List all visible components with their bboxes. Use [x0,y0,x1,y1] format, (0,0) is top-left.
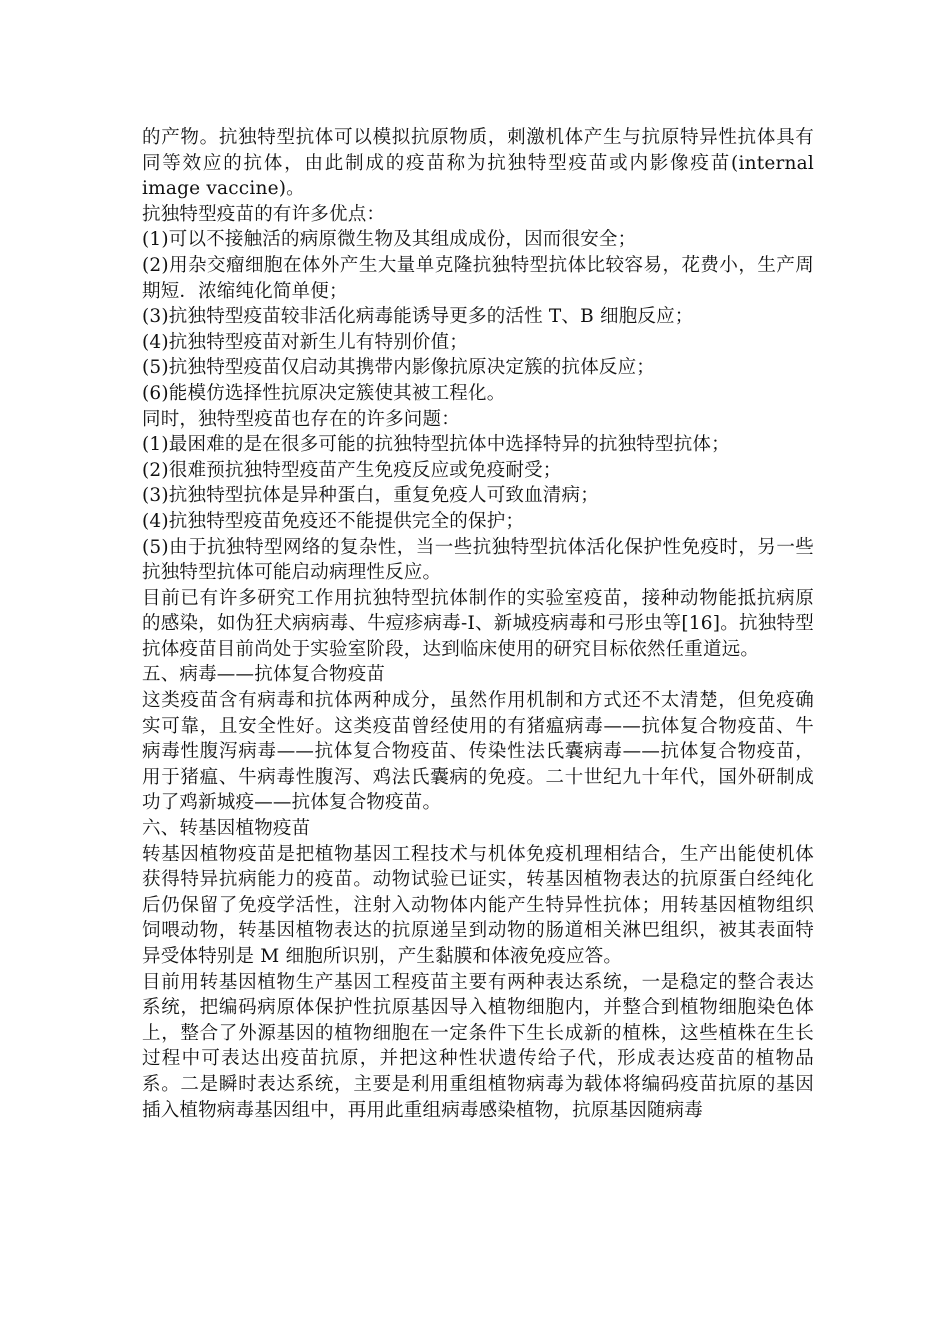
paragraph-advantages-heading: 抗独特型疫苗的有许多优点： [142,203,386,225]
paragraph-problems-heading: 同时，独特型疫苗也存在的许多问题： [142,408,460,430]
list-item-advantage-1: (1)可以不接触活的病原微生物及其组成成份，因而很安全； [142,229,637,251]
paragraph-expression-systems: 目前用转基因植物生产基因工程疫苗主要有两种表达系统，一是稳定的整合表达系统，把编码病原体保护性抗原基因导入植物细胞内，并整合到植物细胞染色体上，整合了外源基因的植物细胞在一定条件下生长成新的植株，这些植株在生长过程中可表达出疫苗抗原，并把这种性状遗传给子代，形成表达疫苗的植物品系。二是瞬时表达系统，主要是利用重组植物病毒为载体将编码疫苗抗原的基因插入植物病毒基因组中，再用此重组病毒感染植物，抗原基因随病毒 [142,971,814,1121]
list-item-advantage-5: (5)抗独特型疫苗仅启动其携带内影像抗原决定簇的抗体反应； [142,357,656,379]
paragraph-section-5-body: 这类疫苗含有病毒和抗体两种成分，虽然作用机制和方式还不太清楚，但免疫确实可靠，且安全性好。这类疫苗曾经使用的有猪瘟病毒——抗体复合物疫苗、牛病毒性腹泻病毒——抗体复合物疫苗、传染性法氏囊病毒——抗体复合物疫苗，用于猪瘟、牛病毒性腹泻、鸡法氏囊病的免疫。二十世纪九十年代，国外研制成功了鸡新城疫——抗体复合物疫苗。 [142,690,814,814]
document-body [142,125,814,1123]
list-item-problem-4: (4)抗独特型疫苗免疫还不能提供完全的保护； [142,510,525,532]
paragraph-research-status: 目前已有许多研究工作用抗独特型抗体制作的实验室疫苗，接种动物能抵抗病原的感染，如伪狂犬病病毒、牛痘疹病毒-Ⅰ、新城疫病毒和弓形虫等[16]。抗独特型抗体疫苗目前尚处于实验室阶段，达到临床使用的研究目标依然任重道远。 [142,587,814,660]
list-item-problem-5: (5)由于抗独特型网络的复杂性，当一些抗独特型抗体活化保护性免疫时，另一些抗独特型抗体可能启动病理性反应。 [142,536,814,584]
list-item-advantage-2: (2)用杂交瘤细胞在体外产生大量单克隆抗独特型抗体比较容易，花费小，生产周期短．浓缩纯化简单便； [142,254,814,302]
list-item-problem-1: (1)最困难的是在很多可能的抗独特型抗体中选择特异的抗独特型抗体； [142,434,730,456]
list-item-problem-2: (2)很难预抗独特型疫苗产生免疫反应或免疫耐受； [142,459,562,481]
list-item-advantage-3: (3)抗独特型疫苗较非活化病毒能诱导更多的活性 T、B 细胞反应； [142,306,694,328]
list-item-advantage-6: (6)能模仿选择性抗原决定簇使其被工程化。 [142,382,506,404]
paragraph-intro-continuation: 的产物。抗独特型抗体可以模拟抗原物质，刺激机体产生与抗原特异性抗体具有同等效应的抗体，由此制成的疫苗称为抗独特型疫苗或内影像疫苗(internal image vaccine)。 [142,127,814,200]
list-item-problem-3: (3)抗独特型抗体是异种蛋白，重复免疫人可致血清病； [142,485,599,507]
paragraph-section-6-body: 转基因植物疫苗是把植物基因工程技术与机体免疫机理相结合，生产出能使机体获得特异抗病能力的疫苗。动物试验已证实，转基因植物表达的抗原蛋白经纯化后仍保留了免疫学活性，注射入动物体内能产生特异性抗体；用转基因植物组织饲喂动物，转基因植物表达的抗原递呈到动物的肠道相关淋巴组织，被其表面特异受体特别是 M 细胞所识别，产生黏膜和体液免疫应答。 [142,843,814,967]
list-item-advantage-4: (4)抗独特型疫苗对新生儿有特别价值； [142,331,469,353]
section-heading-5: 五、病毒——抗体复合物疫苗 [142,664,386,686]
section-heading-6: 六、转基因植物疫苗 [142,818,311,840]
